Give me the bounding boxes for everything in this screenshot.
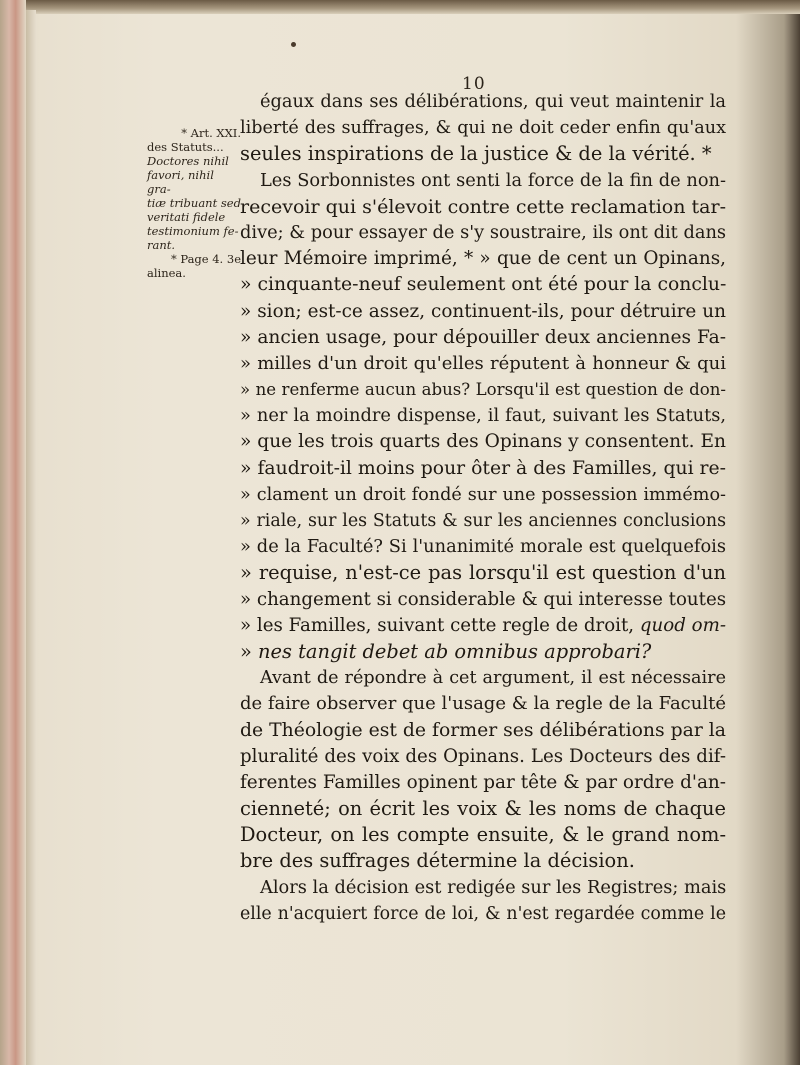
side-note-page-line: alinea. xyxy=(147,266,186,280)
text-line: liberté des suffrages, & qui ne doit ceder enfin qu'aux xyxy=(240,118,726,139)
page-top-edge xyxy=(0,0,800,14)
text-line: Alors la décision est redigée sur les Registres; mais xyxy=(260,876,727,898)
text-line: dive; & pour essayer de s'y soustraire, ils ont dit dans xyxy=(240,221,727,243)
text-line: de Théologie est de former ses délibérations par la xyxy=(240,719,726,741)
text-line: » sion; est-ce assez, continuent-ils, pour détruire un xyxy=(240,300,726,322)
text-line: » milles d'un droit qu'elles réputent à honneur & qui xyxy=(240,352,726,374)
text-line: Docteur, on les compte ensuite, & le grand nom- xyxy=(240,823,726,847)
text-line: bre des suffrages détermine la décision. xyxy=(240,849,635,873)
text-line: recevoir qui s'élevoit contre cette reclamation tar- xyxy=(240,195,726,218)
text-line: Les Sorbonnistes ont senti la force de la fin de non- xyxy=(260,169,726,191)
binding-edge xyxy=(0,0,26,1065)
side-note-page-ref xyxy=(147,252,241,280)
side-note-latin-line: veritati fidele xyxy=(147,210,226,224)
text-line: » nes tangit debet ab omnibus approbari? xyxy=(240,639,652,663)
text-line: » que les trois quarts des Opinans y consentent. En xyxy=(240,431,726,453)
body-text xyxy=(240,89,726,927)
side-note-latin-line: rant. xyxy=(147,238,176,252)
text-line: » requise, n'est-ce pas lorsqu'il est question d'un xyxy=(240,561,726,585)
text-line: » changement si considerable & qui interesse toutes xyxy=(240,588,727,610)
side-note-page-mark: * Page 4. 3e xyxy=(170,252,241,266)
text-line: » ner la moindre dispense, il faut, suivant les Statuts, xyxy=(240,405,726,427)
text-line: » les Familles, suivant cette regle de droit, quod om- xyxy=(240,614,726,636)
side-note-article xyxy=(147,126,241,252)
text-line: » riale, sur les Statuts & sur les anciennes conclusions xyxy=(240,511,726,531)
text-line: » de la Faculté? Si l'unanimité morale est quelquefois xyxy=(240,536,726,558)
text-line: ferentes Familles opinent par tête & par ordre d'an- xyxy=(240,771,726,793)
page-fold xyxy=(26,10,36,1065)
ink-dot xyxy=(291,42,296,47)
text-line: de faire observer que l'usage & la regle de la Faculté xyxy=(240,693,726,715)
text-line: » cinquante-neuf seulement ont été pour la conclu- xyxy=(240,274,727,296)
text-line: » ancien usage, pour dépouiller deux anciennes Fa- xyxy=(240,326,726,348)
text-line: elle n'acquiert force de loi, & n'est regardée comme le xyxy=(240,903,726,924)
latin-phrase: quod om- xyxy=(639,614,726,636)
side-note-latin-line: favori, nihil gra- xyxy=(147,168,214,196)
text-line: » ne renferme aucun abus? Lorsqu'il est question de don- xyxy=(240,380,726,400)
text-line: égaux dans ses délibérations, qui veut maintenir la xyxy=(260,91,726,112)
side-note-article-mark: * Art. XXI. xyxy=(181,126,241,140)
text-line: Avant de répondre à cet argument, il est nécessaire xyxy=(260,668,726,689)
side-note-latin-line: tiæ tribuant sed xyxy=(147,196,241,210)
side-note-latin-line: Doctores nihil xyxy=(147,154,229,168)
text-line: cienneté; on écrit les voix & les noms de chaque xyxy=(240,797,726,821)
latin-phrase: nes tangit debet ab omnibus approbari? xyxy=(258,639,652,663)
text-line: » faudroit-il moins pour ôter à des Familles, qui re- xyxy=(240,457,726,479)
text-line: leur Mémoire imprimé, * » que de cent un Opinans, xyxy=(240,248,726,270)
text-line: » clament un droit fondé sur une possession immémo- xyxy=(240,484,726,505)
side-note-latin-line: testimonium fe- xyxy=(147,224,239,238)
side-note-article-line: des Statuts... xyxy=(147,140,224,154)
page-number: 10 xyxy=(462,74,486,94)
text-line: seules inspirations de la justice & de la vérité. * xyxy=(240,142,712,166)
text-line: pluralité des voix des Opinans. Les Docteurs des dif- xyxy=(240,745,726,767)
